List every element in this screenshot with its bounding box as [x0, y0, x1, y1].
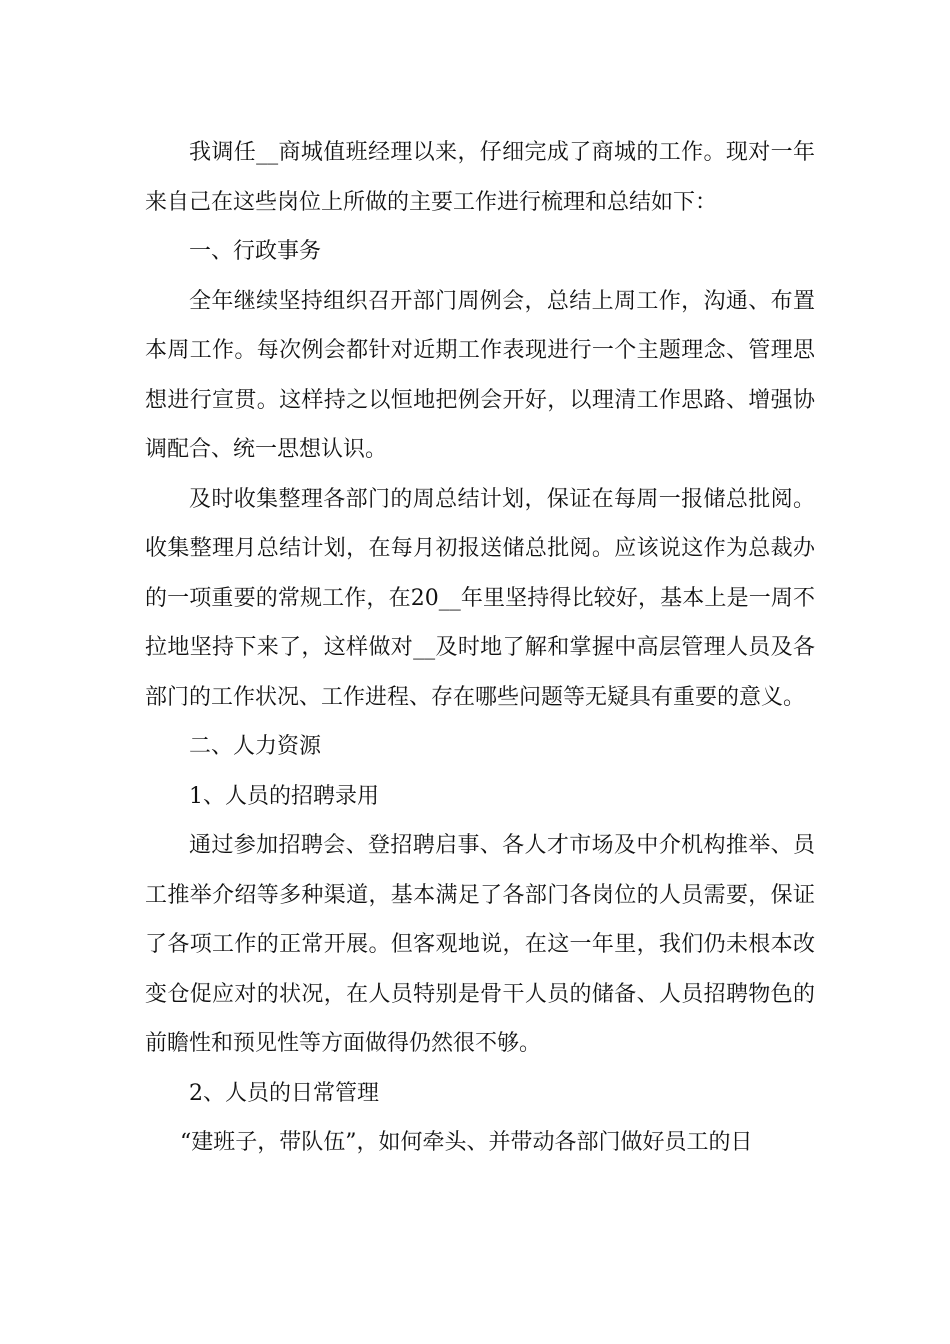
section-heading-administration: 一、行政事务 — [189, 239, 322, 264]
body-paragraph: 全年继续坚持组织召开部门周例会，总结上周工作，沟通、布置本周工作。每次例会都针对近期工作表现进行一个主题理念、管理思想进行宣贯。这样持之以恒地把例会开好，以理清工作思路、增强协调配合、统一思想认识。 — [145, 288, 815, 462]
document-body — [145, 128, 815, 1168]
body-paragraph: 及时收集整理各部门的周总结计划，保证在每周一报储总批阅。收集整理月总结计划，在每月初报送储总批阅。应该说这作为总裁办的一项重要的常规工作，在20__年里坚持得比较好，基本上是一周不拉地坚持下来了，这样做对__及时地了解和掌握中高层管理人员及各部门的工作状况、工作进程、存在哪些问题等无疑具有重要的意义。 — [145, 486, 815, 710]
section-heading-human-resources: 二、人力资源 — [189, 734, 322, 759]
body-paragraph: “建班子，带队伍”，如何牵头、并带动各部门做好员工的日 — [180, 1130, 753, 1155]
intro-paragraph: 我调任__商城值班经理以来，仔细完成了商城的工作。现对一年来自己在这些岗位上所做的主要工作进行梳理和总结如下： — [145, 140, 815, 215]
subsection-heading-recruitment: 1、人员的招聘录用 — [189, 783, 379, 809]
body-paragraph: 通过参加招聘会、登招聘启事、各人才市场及中介机构推举、员工推举介绍等多种渠道，基本满足了各部门各岗位的人员需要，保证了各项工作的正常开展。但客观地说，在这一年里，我们仍未根本改变仓促应对的状况，在人员特别是骨干人员的储备、人员招聘物色的前瞻性和预见性等方面做得仍然很不够。 — [145, 833, 815, 1056]
subsection-heading-daily-management: 2、人员的日常管理 — [189, 1080, 379, 1106]
